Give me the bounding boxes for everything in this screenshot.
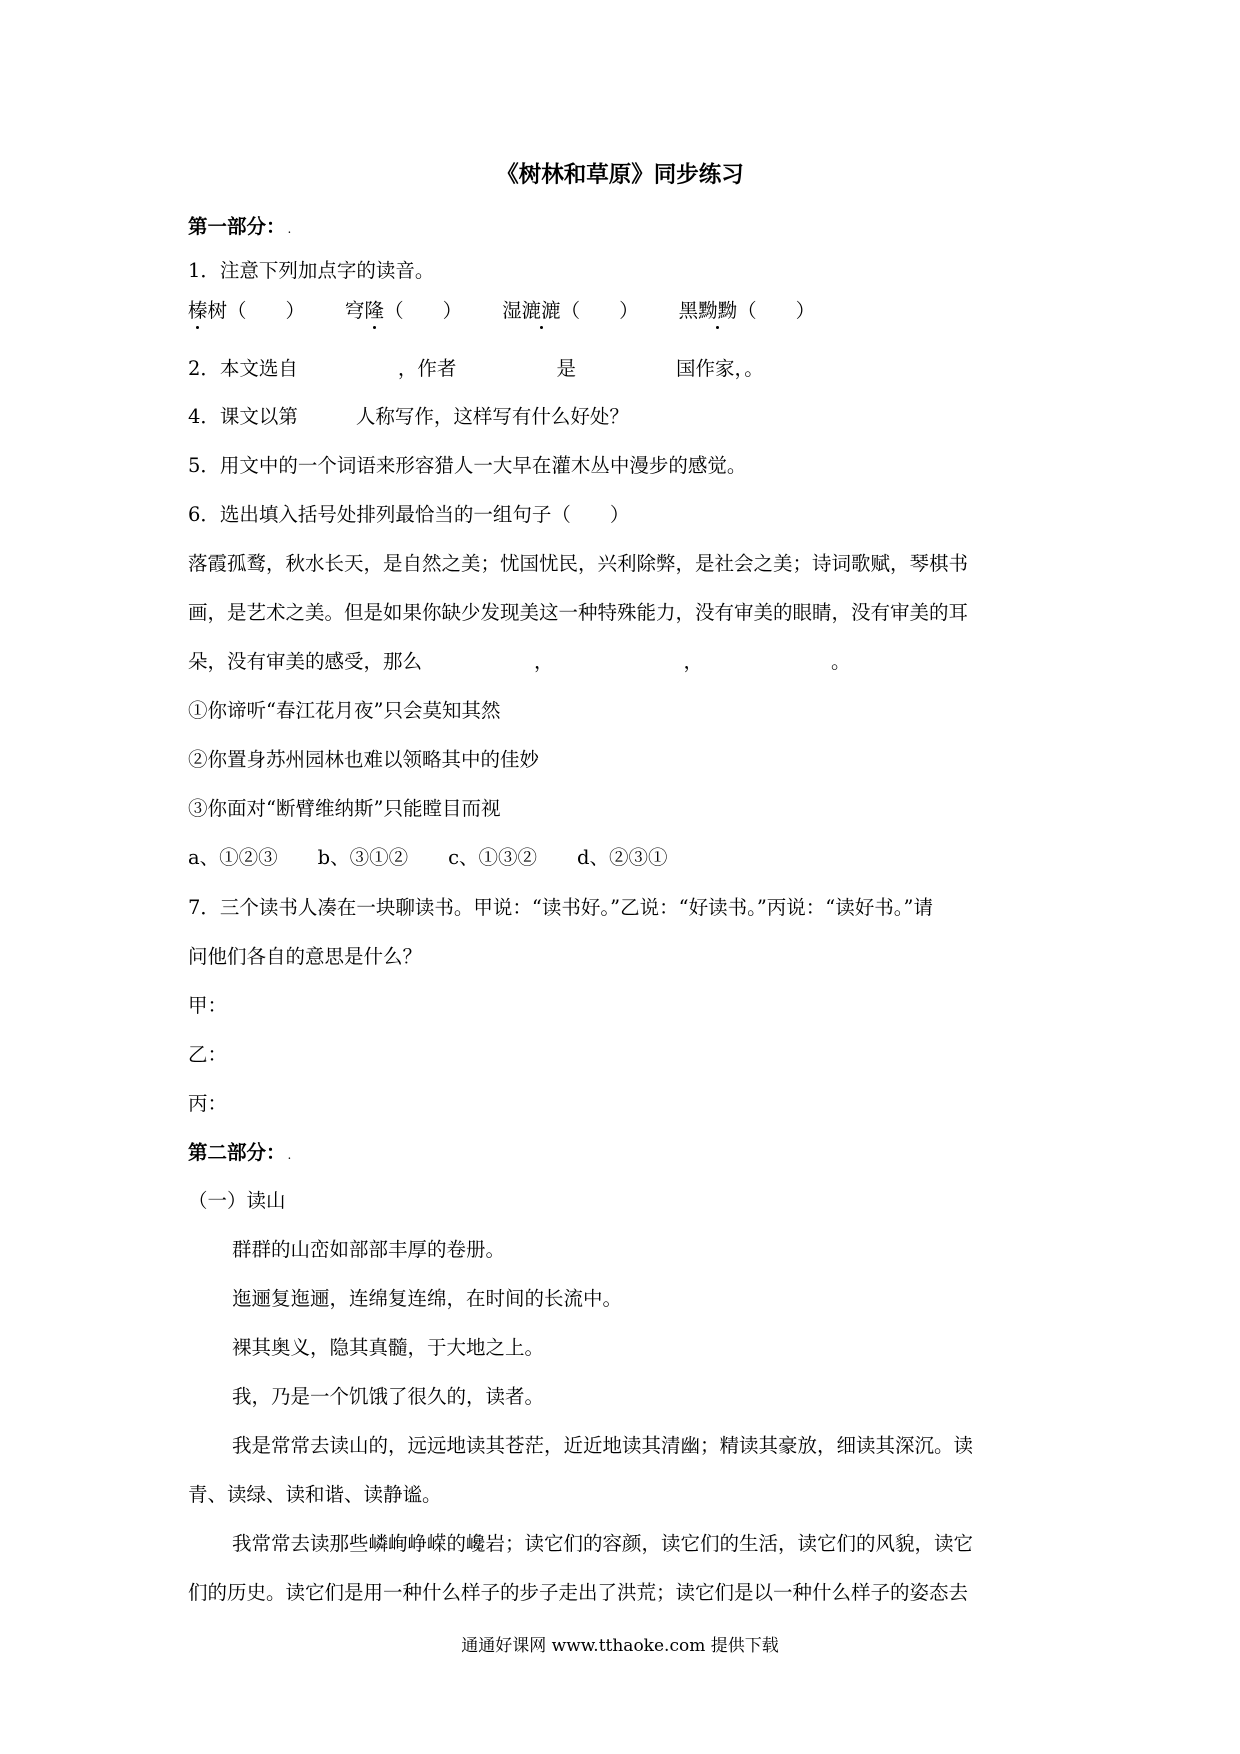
reading-paragraph-1: 群群的山峦如部部丰厚的卷册。	[232, 1238, 506, 1261]
q2-part-b: ，作者	[397, 357, 457, 380]
q4-part-a: 4．课文以第	[188, 405, 298, 428]
q1-item-1-post: 树（ ）	[207, 299, 306, 322]
q1-item-3-post: （ ）	[560, 299, 639, 322]
q6-option-d: d、②③①	[577, 846, 668, 869]
part1-heading	[188, 214, 291, 242]
q7-answer-jia: 甲：	[188, 994, 228, 1017]
q2-part-a: 2．本文选自	[188, 357, 298, 380]
q2-part-c: 是	[556, 357, 576, 380]
q6-passage-line-2: 画，是艺术之美。但是如果你缺少发现美这一种特殊能力，没有审美的眼睛，没有审美的耳	[188, 601, 969, 624]
q6-options	[188, 845, 668, 871]
q7-line-1: 7．三个读书人凑在一块聊读书。甲说：“读书好。”乙说：“好读书。”丙说：“读好书。”请	[188, 896, 933, 919]
reading-paragraph-4: 我，乃是一个饥饿了很久的，读者。	[232, 1385, 545, 1408]
q7-answer-yi: 乙：	[188, 1043, 228, 1066]
reading-paragraph-3: 裸其奥义，隐其真髓，于大地之上。	[232, 1336, 545, 1359]
q6-p3-c: ，	[683, 650, 704, 673]
part2-trail: .	[287, 1148, 292, 1162]
q6-sentence-3: ③你面对“断臂维纳斯”只能瞠目而视	[188, 797, 501, 820]
q2-line	[188, 356, 764, 382]
q1-text: 1．注意下列加点字的读音。	[188, 259, 435, 282]
part2-heading	[188, 1140, 291, 1168]
q7-line-2: 问他们各自的意思是什么？	[188, 945, 423, 968]
part2-heading-text: 第二部分：	[188, 1141, 286, 1164]
reading-paragraph-5-line-2: 青、读绿、读和谐、读静谧。	[188, 1483, 442, 1506]
q1-item-4	[679, 299, 816, 322]
reading-paragraph-2: 迤逦复迤逦，连绵复连绵，在时间的长流中。	[232, 1287, 623, 1310]
q1-item-3-pre: 湿	[502, 299, 522, 322]
q1-item-2-pre: 穹	[345, 299, 365, 322]
q7-answer-bing: 丙：	[188, 1092, 228, 1115]
q1-item-4-pre: 黑	[678, 299, 699, 322]
q6-p3-b: ，	[534, 650, 554, 673]
part1-heading-text: 第一部分：	[188, 215, 286, 238]
reading-paragraph-6-line-1: 我常常去读那些嶙峋峥嵘的巉岩；读它们的容颜，读它们的生活，读它们的风貌，读它	[232, 1532, 974, 1555]
reading-paragraph-6-line-2: 们的历史。读它们是用一种什么样子的步子走出了洪荒；读它们是以一种什么样子的姿态去	[188, 1581, 969, 1604]
page-title: 《树林和草原》同步练习	[496, 162, 744, 188]
q1-item-1	[188, 299, 305, 322]
q4-line	[188, 404, 629, 430]
reading-paragraph-5-line-1: 我是常常去读山的，远远地读其苍茫，近近地读其清幽；精读其豪放，细读其深沉。读	[232, 1434, 974, 1457]
q6-p3-a: 朵，没有审美的感受，那么	[188, 650, 423, 673]
reading-title: （一）读山	[188, 1189, 286, 1212]
q1-item-3-dotted: 漉漉	[521, 299, 561, 322]
q1-item-4-dotted: 黝黝	[698, 299, 738, 322]
q6-stem: 6．选出填入括号处排列最恰当的一组句子（ ）	[188, 503, 630, 526]
page-footer: 通通好课网 www.tthaoke.com 提供下载	[461, 1636, 779, 1656]
q6-sentence-2: ②你置身苏州园林也难以领略其中的佳妙	[188, 748, 540, 771]
q1-item-2	[345, 299, 462, 322]
q2-part-d: 国作家，。	[675, 357, 764, 380]
q1-item-4-post: （ ）	[737, 299, 816, 322]
q1-item-1-dotted: 榛	[188, 299, 208, 322]
q6-passage-line-1: 落霞孤鹜，秋水长天，是自然之美；忧国忧民，兴利除弊，是社会之美；诗词歌赋，琴棋书	[188, 552, 969, 575]
q6-option-a: a、①②③	[188, 846, 278, 869]
q6-p3-d: 。	[831, 650, 851, 673]
q6-sentence-1: ①你谛听“春江花月夜”只会莫知其然	[188, 699, 501, 722]
q4-part-b: 人称写作，这样写有什么好处？	[355, 405, 629, 428]
q6-passage-line-3	[188, 649, 851, 675]
q5-line: 5．用文中的一个词语来形容猎人一大早在灌木丛中漫步的感觉。	[188, 454, 747, 477]
q1-items	[188, 298, 815, 324]
part1-trail: .	[287, 222, 292, 236]
q6-option-c: c、①③②	[448, 846, 538, 869]
q6-option-b: b、③①②	[317, 846, 409, 869]
q1-item-2-post: （ ）	[384, 299, 463, 322]
q1-item-3	[502, 299, 639, 322]
q1-item-2-dotted: 隆	[364, 299, 385, 322]
